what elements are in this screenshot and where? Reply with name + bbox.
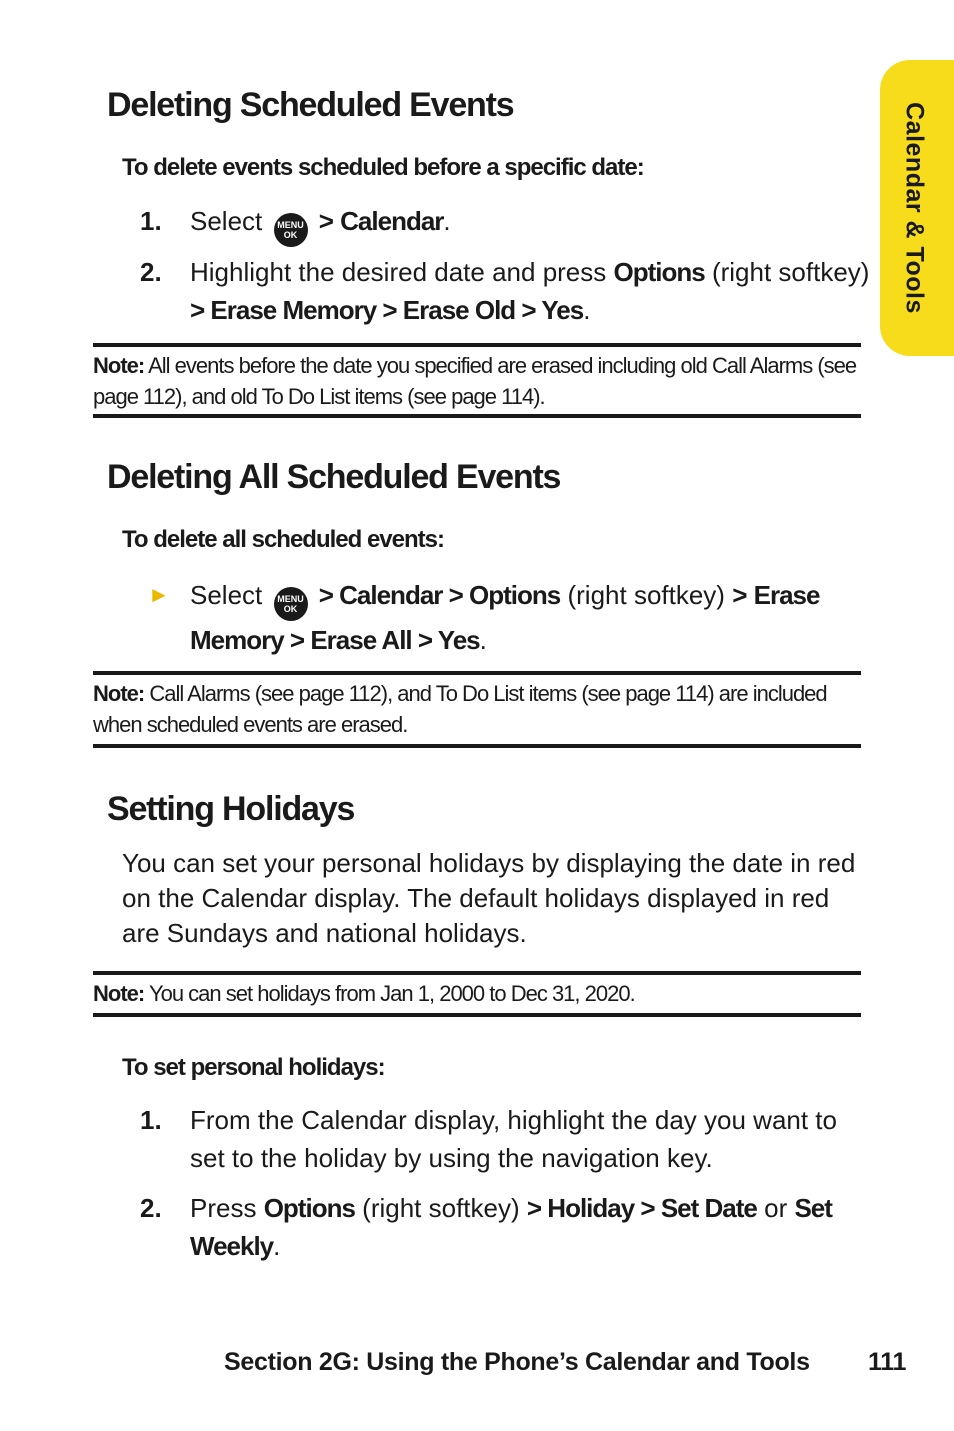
step-erase-all: ► Select MENU OK > Calendar > Options (right softkey) > Erase Memory > Erase All > Yes. xyxy=(140,576,870,659)
menu-ok-key-icon: MENU OK xyxy=(274,213,308,247)
chapter-tab-label: Calendar & Tools xyxy=(900,102,929,314)
step-number: 2. xyxy=(140,257,162,287)
step-number: 2. xyxy=(140,1193,162,1223)
subheading-set-holidays: To set personal holidays: xyxy=(122,1054,385,1081)
footer-section-title: Section 2G: Using the Phone’s Calendar and Tools xyxy=(224,1348,810,1376)
holidays-description: You can set your personal holidays by displaying the date in red on the Calendar display. The default holidays displayed in red are Sundays and national holidays. xyxy=(122,848,856,948)
step-number: 1. xyxy=(140,1105,162,1135)
step-2-set-holiday: 2. Press Options (right softkey) > Holiday > Set Date or Set Weekly. xyxy=(140,1189,870,1265)
heading-deleting-all-scheduled-events: Deleting All Scheduled Events xyxy=(107,458,561,496)
subheading-before-date: To delete events scheduled before a specific date: xyxy=(122,154,644,181)
triangle-bullet-icon: ► xyxy=(148,582,170,607)
step-1-highlight-day: 1. From the Calendar display, highlight the day you want to set to the holiday by using the navigation key. xyxy=(140,1101,870,1177)
note-text: All events before the date you specified are erased including old Call Alarms (see page 112), and old To Do List items (see page 114). xyxy=(93,353,857,409)
note-erase-all xyxy=(93,671,861,748)
heading-setting-holidays: Setting Holidays xyxy=(107,790,355,828)
note-label: Note: xyxy=(93,981,145,1006)
note-holiday-range xyxy=(93,971,861,1017)
step-number: 1. xyxy=(140,206,162,236)
heading-deleting-scheduled-events: Deleting Scheduled Events xyxy=(107,86,514,124)
step-1-select-calendar: 1. Select MENU OK > Calendar. xyxy=(140,202,870,247)
step-2-erase-old: 2. Highlight the desired date and press Options (right softkey) > Erase Memory > Erase Old > Yes. xyxy=(140,253,870,329)
page-number: 111 xyxy=(868,1348,907,1376)
note-text: Call Alarms (see page 112), and To Do List items (see page 114) are included when scheduled events are erased. xyxy=(93,681,827,737)
note-text: You can set holidays from Jan 1, 2000 to Dec 31, 2020. xyxy=(148,981,635,1006)
subheading-all-events: To delete all scheduled events: xyxy=(122,526,444,553)
menu-ok-key-icon: MENU OK xyxy=(274,587,308,621)
note-label: Note: xyxy=(93,353,145,378)
note-erase-old xyxy=(93,343,861,418)
note-label: Note: xyxy=(93,681,145,706)
